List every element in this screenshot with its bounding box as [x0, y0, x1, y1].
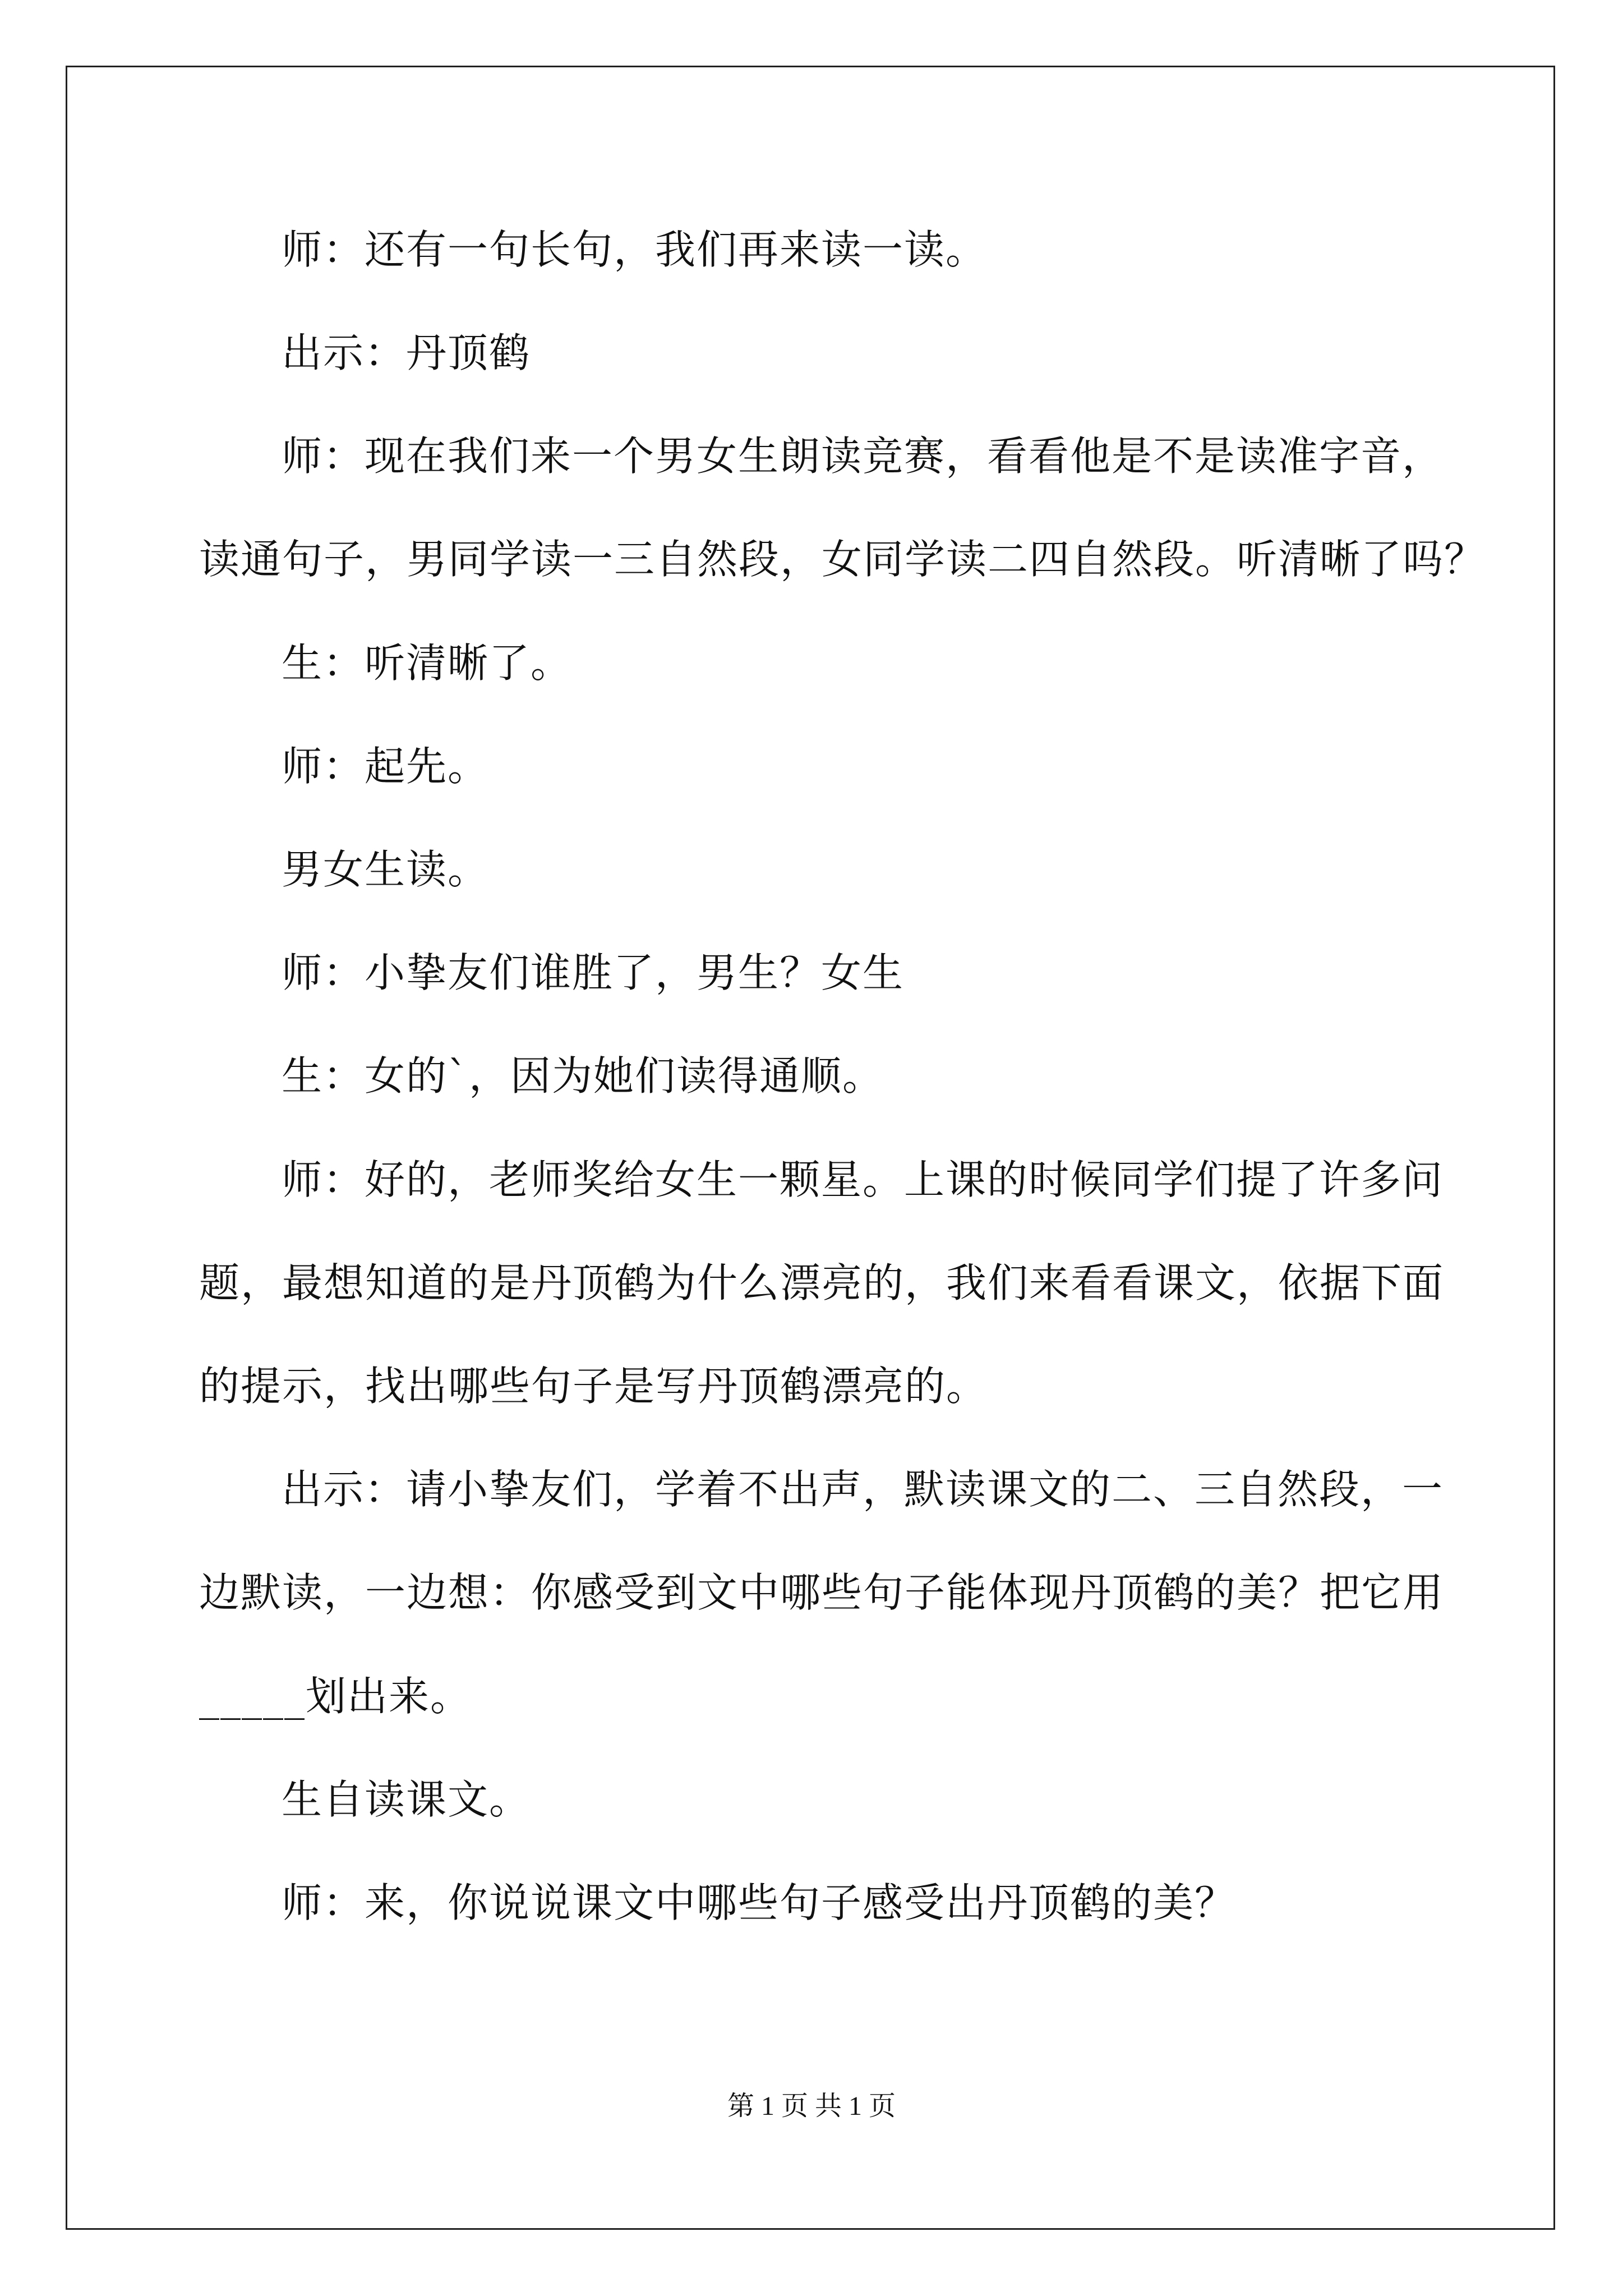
paragraph-line: 师：起先。 — [282, 743, 490, 790]
paragraph-line: 边默读，一边想：你感受到文中哪些句子能体现丹顶鹤的美？把它用 — [199, 1569, 1445, 1616]
paragraph-line: 男女生读。 — [282, 846, 490, 893]
paragraph-line: 出示：请小挚友们，学着不出声，默读课文的二、三自然段，一 — [282, 1466, 1444, 1513]
paragraph-line: 师：现在我们来一个男女生朗读竞赛，看看他是不是读准字音， — [282, 432, 1444, 480]
paragraph-line: 读通句子，男同学读一三自然段，女同学读二四自然段。听清晰了吗？ — [199, 536, 1486, 583]
page-footer: 第 1 页 共 1 页 — [727, 2091, 896, 2121]
paragraph-line: 题，最想知道的是丹顶鹤为什么漂亮的，我们来看看课文，依据下面 — [199, 1259, 1445, 1306]
paragraph-line: 生自读课文。 — [282, 1776, 531, 1823]
paragraph-line: 师：还有一句长句，我们再来读一读。 — [282, 226, 988, 273]
paragraph-line: 师：来，你说说课文中哪些句子感受出丹顶鹤的美？ — [282, 1879, 1237, 1926]
paragraph-line: 生：听清晰了。 — [282, 639, 573, 687]
paragraph-line: 的提示，找出哪些句子是写丹顶鹤漂亮的。 — [199, 1363, 988, 1410]
paragraph-line: 师：好的，老师奖给女生一颗星。上课的时候同学们提了许多问 — [282, 1156, 1444, 1203]
paragraph-line: 生：女的`，因为她们读得通顺。 — [282, 1052, 884, 1099]
paragraph-line: 出示：丹顶鹤 — [282, 329, 531, 376]
paragraph-line: 师：小挚友们谁胜了，男生？女生 — [282, 949, 905, 996]
paragraph-line: _____划出来。 — [199, 1673, 472, 1720]
